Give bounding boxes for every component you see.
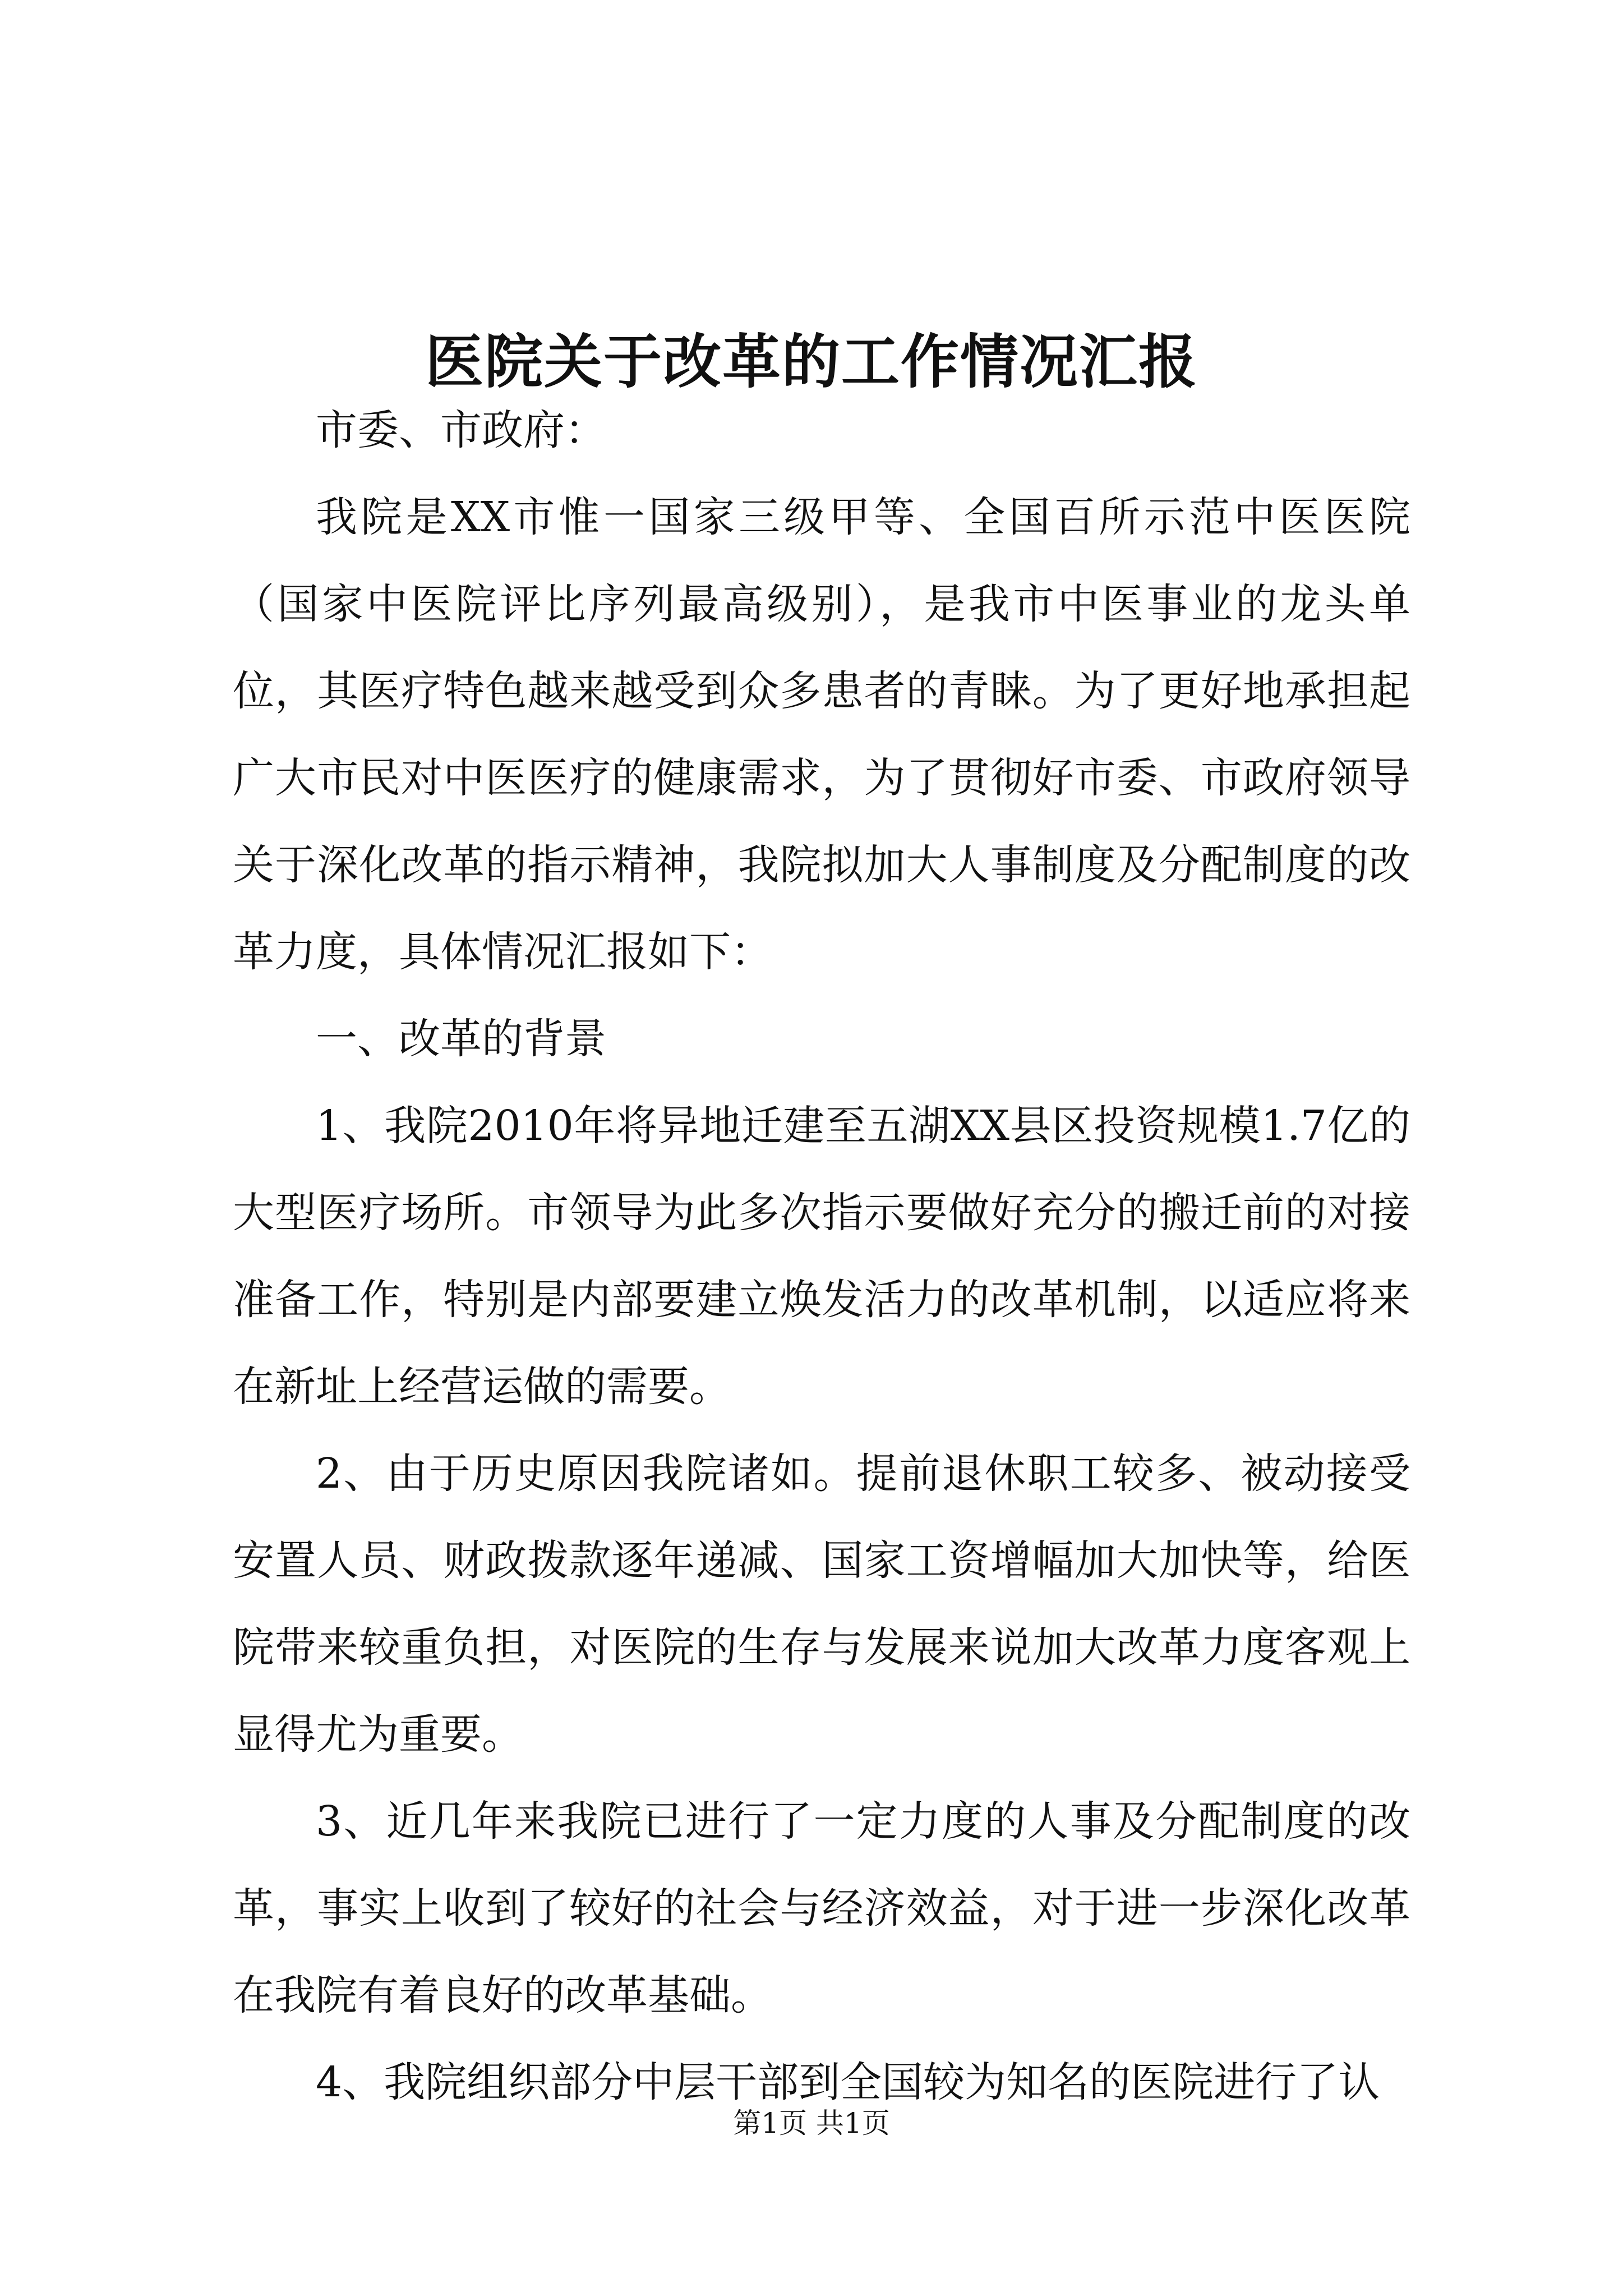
- document-body: [233, 387, 1410, 2126]
- paragraph-item-2: 2、由于历史原因我院诸如。提前退休职工较多、被动接受安置人员、财政拨款逐年递减、国家工资增幅加大加快等，给医院带来较重负担，对医院的生存与发展来说加大改革力度客观上显得尤为重要。: [233, 1450, 1410, 1759]
- paragraph-item-4: 4、我院组织部分中层干部到全国较为知名的医院进行了认: [316, 2058, 1380, 2106]
- paragraph-item-3: 3、近几年来我院已进行了一定力度的人事及分配制度的改革，事实上收到了较好的社会与经济效益，对于进一步深化改革在我院有着良好的改革基础。: [233, 1797, 1410, 2019]
- document-title: 医院关于改革的工作情况汇报: [425, 326, 1198, 396]
- paragraph-intro: 我院是XX市惟一国家三级甲等、全国百所示范中医医院（国家中医院评比序列最高级别），是我市中医事业的龙头单位，其医疗特色越来越受到众多患者的青睐。为了更好地承担起广大市民对中医医疗的健康需求，为了贯彻好市委、市政府领导关于深化改革的指示精神，我院拟加大人事制度及分配制度的改革力度，具体情况汇报如下：: [233, 493, 1410, 976]
- salutation: 市委、市政府：: [316, 406, 606, 454]
- section-heading: 一、改革的背景: [316, 1015, 606, 1063]
- page-footer: 第1页 共1页: [733, 2107, 890, 2139]
- paragraph-item-1: 1、我院2010年将异地迁建至五湖XX县区投资规模1.7亿的大型医疗场所。市领导为此多次指示要做好充分的搬迁前的对接准备工作，特别是内部要建立焕发活力的改革机制，以适应将来在新址上经营运做的需要。: [233, 1102, 1410, 1411]
